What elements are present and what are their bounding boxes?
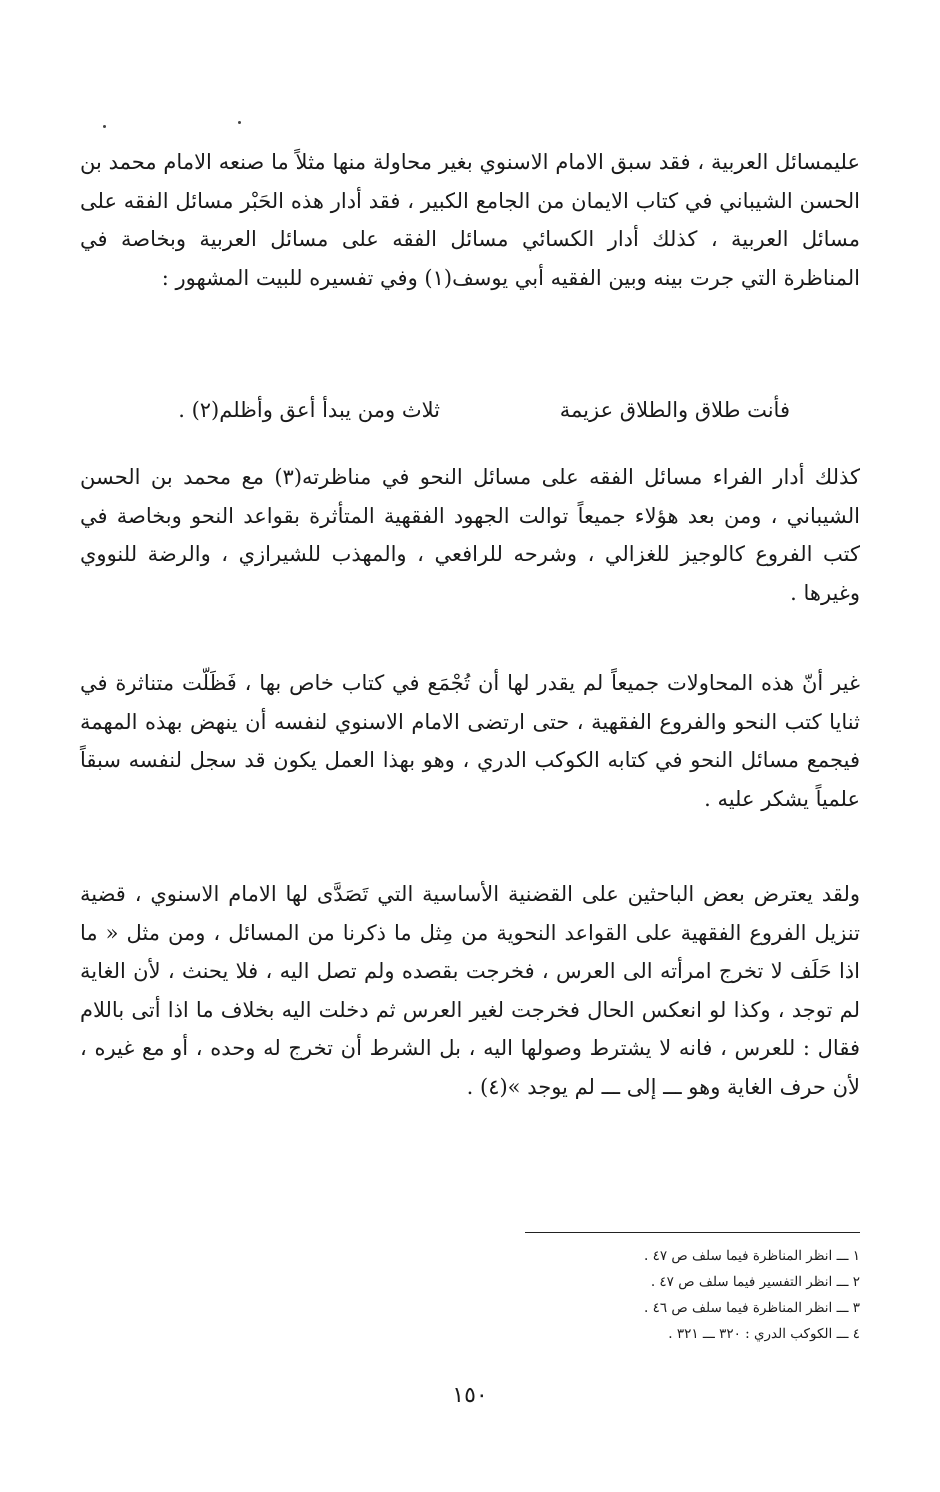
paragraph-2: كذلك أدار الفراء مسائل الفقه على مسائل النحو في مناظرته(٣) مع محمد بن الحسن الشيباني ، ومن بعد هؤلاء جميعاً توالت الجهود الفقهية المتأثرة بقواعد النحو وبخاصة في كتب الفروع كالوجيز للغزالي ، وشرحه للرافعي ، والمهذب للشيرازي ، والرضة للنووي وغيرها . — [80, 465, 860, 605]
scan-speck — [238, 121, 241, 124]
paragraph-1: عليمسائل العربية ، فقد سبق الامام الاسنوي بغير محاولة منها مثلاً ما صنعه الامام محمد بن الحسن الشيباني في كتاب الايمان من الجامع الكبير ، فقد أدار هذه الحَبْر مسائل الفقه على مسائل العربية ، كذلك أدار الكسائي مسائل الفقه على مسائل العربية وبخاصة في المناظرة التي جرت بينه وبين الفقيه أبي يوسف(١) وفي تفسيره للبيت المشهور : — [80, 150, 860, 290]
footnotes — [460, 1243, 860, 1347]
footnote-3: ٣ ـــ انظر المناظرة فيما سلف ص ٤٦ . — [644, 1300, 860, 1316]
paragraph-4: ولقد يعترض بعض الباحثين على القضنية الأساسية التي تَصَدَّى لها الامام الاسنوي ، قضية تنزيل الفروع الفقهية على القواعد النحوية من مِثل ما ذكرنا من المسائل ، ومن مثل « ما اذا حَلَف لا تخرج امرأته الى العرس ، فخرجت بقصده ولم تصل اليه ، فلا يحنث ، لأن الغاية لم توجد ، وكذا لو انعكس الحال فخرجت لغير العرس ثم دخلت اليه بخلاف ما اذا أتى باللام فقال : للعرس ، فانه لا يشترط وصولها اليه ، بل الشرط أن تخرج له وحده ، أو مع غيره ، لأن حرف الغاية وهو ـــ إلى ـــ لم يوجد »(٤) . — [80, 882, 860, 1099]
footnote-separator — [525, 1232, 860, 1233]
poem-verse — [130, 392, 790, 428]
poem-first-hemistich: فأنت طلاق والطلاق عزيمة — [559, 398, 790, 422]
footnote-1: ١ ـــ انظر المناظرة فيما سلف ص ٤٧ . — [644, 1248, 860, 1264]
paragraph-3: غير أنّ هذه المحاولات جميعاً لم يقدر لها أن تُجْمَع في كتاب خاص بها ، فَظَلّت متناثرة في ثنايا كتب النحو والفروع الفقهية ، حتى ارتضى الامام الاسنوي لنفسه أن ينهض بهذه المهمة فيجمع مسائل النحو في كتابه الكوكب الدري ، وهو بهذا العمل يكون قد سجل لنفسه سبقاً علمياً يشكر عليه . — [80, 671, 860, 811]
poem-second-hemistich: ثلاث ومن يبدأ أعق وأظلم(٢) . — [178, 398, 440, 422]
book-page — [80, 0, 860, 1492]
footnote-4: ٤ ـــ الكوكب الدري : ٣٢٠ ـــ ٣٢١ . — [668, 1326, 860, 1342]
page-number: ١٥٠ — [452, 1383, 488, 1408]
footnote-2: ٢ ـــ انظر التفسير فيما سلف ص ٤٧ . — [650, 1274, 860, 1290]
scan-speck — [103, 125, 106, 128]
